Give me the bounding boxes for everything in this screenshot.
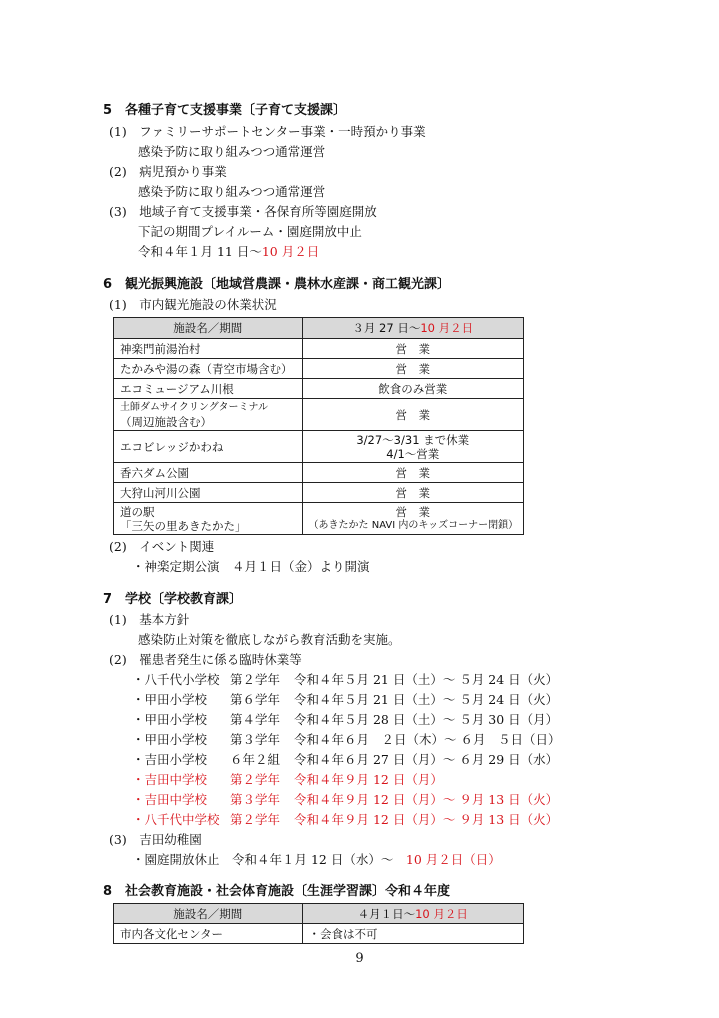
s6-item-2-note: ・神楽定期公演 ４月１日（金）より開演: [132, 559, 370, 574]
facility-name: 神楽門前湯治村: [114, 339, 303, 359]
table-row: [114, 399, 524, 431]
section-8-heading: 8 社会教育施設・社会体育施設〔生涯学習課〕令和４年度: [103, 884, 451, 899]
facility-name: エコビレッジかわね: [114, 431, 303, 463]
table-row: [114, 924, 524, 944]
facility-name: 土師ダムサイクリングターミナル （周辺施設含む）: [114, 399, 303, 431]
section-6-heading: 6 観光振興施設〔地域営農課・農林水産課・商工観光課〕: [103, 277, 451, 292]
s5-item-1: (1) ファミリーサポートセンター事業・一時預かり事業: [109, 124, 426, 139]
header-period: ４月１日～10 月２日: [302, 904, 523, 924]
s5-item-1-note: 感染予防に取り組みつつ通常運営: [138, 144, 326, 159]
facility-status-table: [113, 317, 524, 535]
closure-row: ・甲田小学校 第３学年 令和４年６月 ２日（木）～ ６月 ５日（日）: [132, 732, 561, 747]
closure-row: ・甲田小学校 第６学年 令和４年５月 21 日（土）～ ５月 24 日（火）: [132, 692, 559, 707]
table-row: [114, 339, 524, 359]
facility-status: 営 業: [302, 399, 523, 431]
s5-item-3: (3) 地域子育て支援事業・各保育所等園庭開放: [109, 204, 377, 219]
table-header-row: [114, 318, 524, 339]
section-7-heading: 7 学校〔学校教育課〕: [103, 592, 243, 607]
facility-status: 営 業: [302, 463, 523, 483]
facility-status: 3/27～3/31 まで休業 4/1～営業: [302, 431, 523, 463]
facility-status: ・会食は不可: [302, 924, 523, 944]
facility-status: 営 業: [302, 359, 523, 379]
page-number: 9: [355, 951, 364, 966]
header-period: ３月 27 日～10 月２日: [302, 318, 523, 339]
facility-name: 大狩山河川公園: [114, 483, 303, 503]
facility-name: エコミュージアム川根: [114, 379, 303, 399]
culture-center-table: [113, 903, 524, 944]
table-row: [114, 483, 524, 503]
s5-item-2-note: 感染予防に取り組みつつ通常運営: [138, 184, 326, 199]
table-row: [114, 431, 524, 463]
table-row: [114, 463, 524, 483]
s7-item-2: (2) 罹患者発生に係る臨時休業等: [109, 652, 302, 667]
facility-status: 営 業 （あきたかた NAVI 内のキッズコーナー閉鎖）: [302, 503, 523, 535]
facility-name: たかみや湯の森（青空市場含む）: [114, 359, 303, 379]
closure-row: ・甲田小学校 第４学年 令和４年５月 28 日（土）～ ５月 30 日（月）: [132, 712, 559, 727]
header-facility: 施設名／期間: [114, 904, 303, 924]
facility-name: 道の駅 「三矢の里あきたかた」: [114, 503, 303, 535]
table-row: [114, 379, 524, 399]
s7-item-1-note: 感染防止対策を徹底しながら教育活動を実施。: [138, 632, 401, 647]
s7-item-3: (3) 吉田幼稚園: [109, 832, 202, 847]
period-start: 令和４年１月 11 日～: [138, 244, 262, 259]
facility-status: 営 業: [302, 483, 523, 503]
closure-row: ・吉田小学校 ６年２組 令和４年６月 27 日（月）～ ６月 29 日（水）: [132, 752, 559, 767]
facility-name: 香六ダム公園: [114, 463, 303, 483]
facility-status: 営 業: [302, 339, 523, 359]
s6-item-2: (2) イベント関連: [109, 539, 215, 554]
closure-row: ・吉田中学校 第２学年 令和４年９月 12 日（月）: [132, 772, 443, 787]
closure-row: ・八千代中学校 第２学年 令和４年９月 12 日（月）～ ９月 13 日（火）: [132, 812, 559, 827]
s7-item-1: (1) 基本方針: [109, 612, 190, 627]
closure-row: ・吉田中学校 第３学年 令和４年９月 12 日（月）～ ９月 13 日（火）: [132, 792, 559, 807]
s6-item-1: (1) 市内観光施設の休業状況: [109, 297, 277, 312]
header-facility: 施設名／期間: [114, 318, 303, 339]
s7-item-3-note: ・園庭開放休止 令和４年１月 12 日（水）～ 10 月２日（日）: [132, 852, 501, 867]
table-header-row: [114, 904, 524, 924]
facility-name: 市内各文化センター: [114, 924, 303, 944]
s5-item-3-period: [138, 243, 319, 261]
table-row: [114, 359, 524, 379]
closure-row: ・八千代小学校 第２学年 令和４年５月 21 日（土）～ ５月 24 日（火）: [132, 672, 559, 687]
s5-item-3-note: 下記の期間プレイルーム・園庭開放中止: [138, 224, 362, 239]
section-5-heading: 5 各種子育て支援事業〔子育て支援課〕: [103, 103, 347, 118]
s5-item-2: (2) 病児預かり事業: [109, 164, 227, 179]
table-row: [114, 503, 524, 535]
facility-status: 飲食のみ営業: [302, 379, 523, 399]
period-end: 10 月２日: [261, 244, 320, 259]
